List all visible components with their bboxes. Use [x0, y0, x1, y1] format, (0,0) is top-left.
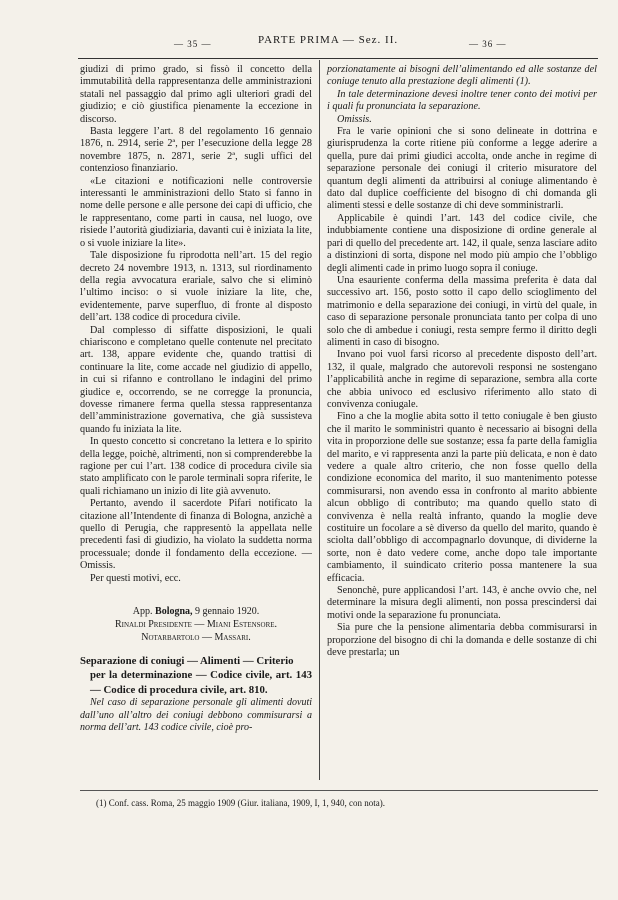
footnote-rule [80, 790, 598, 791]
right-column [327, 64, 597, 660]
paragraph: Sia pure che la pensione alimentaria debba commisurarsi in proporzione del bisogno di chi la domanda e delle sostanze di chi deve prestarla; un [327, 622, 597, 659]
case-summary-second: In tale determinazione devesi inoltre tener conto dei motivi per i quali fu pronunciata la separazione. [327, 88, 597, 113]
paragraph: Basta leggere l’art. 8 del regolamento 16 gennaio 1876, n. 2914, serie 2ª, per l’esecuzione della legge 28 novembre 1875, n. 2871, serie 2ª, sugli uffici del contenzioso finanziario. [80, 126, 312, 175]
paragraph: Una esauriente conferma della massima preferita è data dal successivo art. 156, posto sotto il capo dello scioglimento del matrimonio e della separazione dei coniugi, in virtù del quale, in caso di separazione personale pronunciata tanto per colpa di uno solo che di ambedue i coniugi, resta sempre fermo il diritto degli alimenti in caso di bisogno. [327, 274, 597, 348]
paragraph: In questo concetto si concretano la lettera e lo spirito della legge, poichè, altrimenti, non si comprenderebbe la ragione per cui l’art. 138 codice di procedura civile sia stato amplificato con le parole terminali sopra riferite, le quali richiamano un inizio di lite già avvenuto. [80, 436, 312, 497]
paragraph: Fra le varie opinioni che si sono delineate in dottrina e giurisprudenza la corte ritiene più conforme a legge aderire a quella, pure dai primi giudici accolta, onde anche in regime di separazione personale dei coniugi il criterio misuratore del quantum degli alimenti da attribuirsi al coniuge alimentando è dato dal duplice coefficiente del bisogno di chi domanda gli alimenti stessi e delle sostanze di chi deve somministrarli. [327, 126, 597, 212]
paragraph: Invano poi vuol farsi ricorso al precedente disposto dell’art. 132, il quale, malgrado che autorevoli responsi ne sostengano l’applicabilità anche in regime di separazione, sembra alla corte che abbia univoco ed esclusivo riferimento allo stato di convivenza coniugale. [327, 349, 597, 410]
court-block [80, 605, 312, 644]
court-city: Bologna, [155, 606, 193, 618]
paragraph: Tale disposizione fu riprodotta nell’art. 15 del regio decreto 24 novembre 1913, n. 1313, sul riordinamento della regia avvocatura erariale, salvo che si eliminò l’ultimo inciso: o si vuole iniziare la lite, che, evidentemente, parve superfluo, di fronte al disposto dell’art. 138 codice di procedura civile. [80, 250, 312, 324]
case-heading-rest: per la determinazione — Codice civile, art. 143 — Codice di procedura civile, art. 810. [90, 669, 312, 696]
footnote: (1) Conf. cass. Roma, 25 maggio 1909 (Giur. italiana, 1909, I, 1, 940, con nota). [96, 798, 385, 808]
paragraph: Fino a che la moglie abita sotto il tetto coniugale è ben giusto che il marito le somministri quanto è necessario ai bisogni della vita in proporzione delle sue sostanze; essa fa parte della famiglia del marito, e vi rappresenta anzi la parte più delicata, e non è dato vedere a quale altro criterio, che non fosse quello della condizione economica del marito, il suo mantenimento potesse commisurarsi, non avendo essa in confronto al marito abbiente alcun obbligo di contributo; ma quando quello stato di convivenza è nella realtà infranto, quando la moglie deve costituire un focolare a sè diverso da quello del marito, quando è sciolta dall’obbligo di accompagnarlo dovunque, di dividerne la sorte, non è dato vedere come, anche dopo tale importante cambiamento, il suindicato criterio possa mantenere la sua efficacia. [327, 411, 597, 584]
running-header [78, 34, 598, 52]
paragraph: giudizi di primo grado, si fissò il concetto della immutabilità della rappresentanza delle amministrazioni statali nel passaggio dal primo agli ulteriori gradi del giudizio; e ciò giustifica pienamente la eccezione in discorso. [80, 64, 312, 125]
case-summary-continued: porzionatamente ai bisogni dell’alimentando ed alle sostanze del coniuge tenuto alla prestazione degli alimenti (1). [327, 64, 597, 88]
court-date-line [80, 605, 312, 618]
court-judges: Rinaldi Presidente — Miani Estensore. [114, 619, 278, 631]
paragraph: Per questi motivi, ecc. [90, 572, 181, 584]
court-prefix: App. [132, 606, 153, 618]
court-parties: Notarbartolo — Massari. [141, 632, 251, 644]
left-page-number: — 35 — [174, 39, 212, 49]
column-divider [319, 60, 320, 780]
paragraph: Dal complesso di siffatte disposizioni, le quali chiariscono e completano quelle contenute nel precitato art. 138, appare evidente che, quando trattisi di continuare la lite, come accade nel giudizio di appello, in cui si rifanno e controllano le indagini del primo giudice e, occorrendo, se ne corregge la pronuncia, dovesse rimanere ferma quella stessa rappresentanza dell’amministrazione governativa, che già sussisteva quando fu iniziata la lite. [80, 324, 312, 435]
left-column [80, 64, 312, 735]
omissis-label: Omissis. [337, 113, 372, 125]
paragraph: Senonchè, pure applicandosi l’art. 143, è anche ovvio che, nel determinare la misura degli alimenti, non possa prescindersi dai motivi onde la separazione fu pronunciata. [327, 585, 597, 621]
case-summary: Nel caso di separazione personale gli alimenti dovuti dall’uno all’altro dei coniugi debbono commisurarsi a norma dell’art. 143 codice civile, cioè pro- [80, 697, 312, 734]
paragraph: Applicabile è quindi l’art. 143 del codice civile, che indubbiamente contiene una disposizione di ordine generale al pari di quello del precedente art. 142, il quale, senza lasciare adito a distinzioni di sorta, dispone nel modo più ampio che l’obbligo degli alimenti cade in primo luogo sopra il coniuge. [327, 212, 597, 274]
section-title: PARTE PRIMA — Sez. II. [258, 34, 399, 46]
paragraph: Pertanto, avendo il sacerdote Pifari notificato la citazione all’Intendente di finanza di Bologna, anzichè a quello di Perugia, che rappresentò la appellata nelle precedenti fasi di giudizio, ha violato la suddetta norma processuale; donde il fondamento della eccezione. — Omissis. [80, 498, 312, 572]
paragraph: «Le citazioni e notificazioni nelle controversie interessanti le amministrazioni dello Stato si fanno in nome delle persone e alle persone dei capi di ufficio, che le rappresentano, come parti in causa, nel luogo, ove risiede l’autorità giudiziaria, davanti cui è iniziata la lite, o si vuole iniziare la lite». [80, 175, 312, 249]
case-heading [80, 654, 312, 697]
header-rule [78, 58, 598, 59]
court-date: 9 gennaio 1920. [195, 606, 260, 618]
right-page-number: — 36 — [469, 39, 507, 49]
case-heading-line1: Separazione di coniugi — Alimenti — Criterio [80, 655, 294, 668]
